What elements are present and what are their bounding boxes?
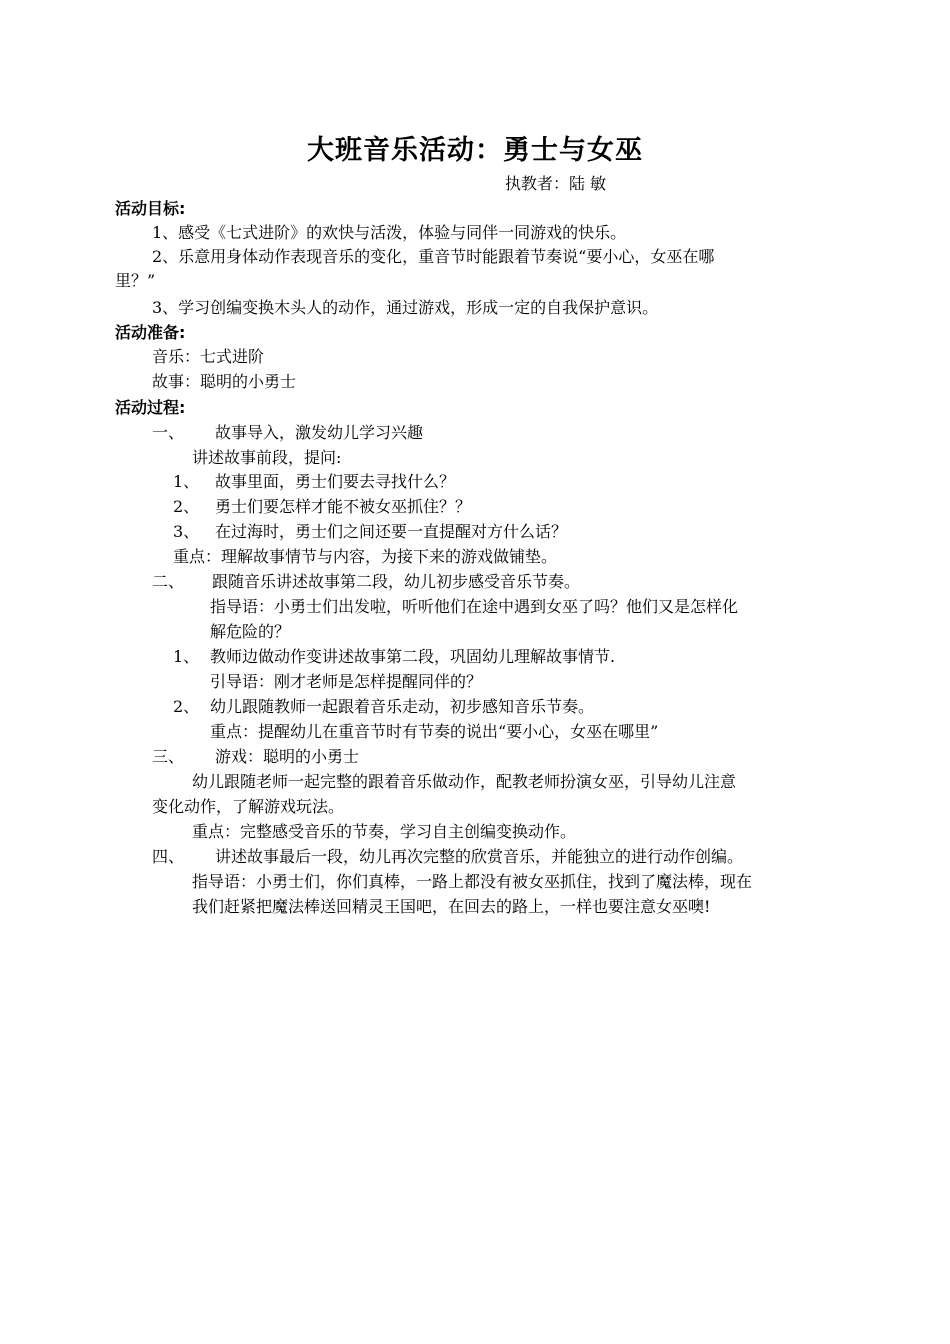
question-number: 1、 — [173, 472, 200, 491]
process-heading: 活动过程: — [115, 398, 186, 417]
step-guide-continued: 我们赶紧把魔法棒送回精灵王国吧，在回去的路上，一样也要注意女巫噢! — [192, 897, 711, 916]
activity-guide: 引导语：刚才老师是怎样提醒同伴的？ — [210, 672, 483, 691]
goal-item: 3、学习创编变换木头人的动作，通过游戏，形成一定的自我保护意识。 — [152, 298, 659, 317]
prep-heading: 活动准备: — [115, 323, 186, 342]
goals-heading: 活动目标: — [115, 199, 186, 218]
activity-number: 1、 — [173, 647, 200, 666]
step-title: 讲述故事最后一段，幼儿再次完整的欣赏音乐，并能独立的进行动作创编。 — [215, 847, 744, 866]
activity-text: 幼儿跟随教师一起跟着音乐走动，初步感知音乐节奏。 — [210, 697, 595, 716]
step-guide: 指导语：小勇士们出发啦，听听他们在途中遇到女巫了吗？他们又是怎样化 — [210, 597, 739, 616]
goal-item: 1、感受《七式进阶》的欢快与活泼，体验与同伴一同游戏的快乐。 — [152, 223, 627, 242]
step-number: 三、 — [152, 747, 185, 766]
author-line: 执教者：陆 敏 — [505, 174, 607, 193]
step-guide: 指导语：小勇士们，你们真棒，一路上都没有被女巫抓住，找到了魔法棒，现在 — [192, 872, 753, 891]
step-guide-continued: 解危险的？ — [210, 622, 291, 641]
activity-focus: 重点：提醒幼儿在重音节时有节奏的说出“要小心，女巫在哪里” — [210, 722, 659, 741]
activity-number: 2、 — [173, 697, 200, 716]
step-focus: 重点：理解故事情节与内容，为接下来的游戏做铺垫。 — [173, 547, 558, 566]
step-title: 游戏：聪明的小勇士 — [215, 747, 360, 766]
activity-text: 教师边做动作变讲述故事第二段，巩固幼儿理解故事情节. — [210, 647, 616, 666]
step-number: 一、 — [152, 423, 185, 442]
step-focus: 重点：完整感受音乐的节奏，学习自主创编变换动作。 — [192, 822, 577, 841]
document-title: 大班音乐活动：勇士与女巫 — [307, 135, 643, 166]
step-intro: 讲述故事前段，提问: — [192, 448, 342, 467]
question-text: 在过海时，勇士们之间还要一直提醒对方什么话？ — [215, 522, 568, 541]
step-description-continued: 变化动作，了解游戏玩法。 — [152, 797, 345, 816]
step-number: 四、 — [152, 847, 185, 866]
goal-item-continued: 里？” — [115, 271, 156, 290]
prep-item: 音乐：七式进阶 — [152, 347, 265, 366]
question-text: 勇士们要怎样才能不被女巫抓住？？ — [215, 497, 472, 516]
step-description: 幼儿跟随老师一起完整的跟着音乐做动作，配教老师扮演女巫，引导幼儿注意 — [192, 772, 737, 791]
question-number: 2、 — [173, 497, 200, 516]
step-title: 跟随音乐讲述故事第二段，幼儿初步感受音乐节奏。 — [212, 572, 581, 591]
question-number: 3、 — [173, 522, 200, 541]
step-number: 二、 — [152, 572, 185, 591]
question-text: 故事里面，勇士们要去寻找什么？ — [215, 472, 456, 491]
goal-item: 2、乐意用身体动作表现音乐的变化，重音节时能跟着节奏说“要小心，女巫在哪 — [152, 247, 715, 266]
step-title: 故事导入，激发幼儿学习兴趣 — [215, 423, 424, 442]
prep-item: 故事：聪明的小勇士 — [152, 372, 297, 391]
